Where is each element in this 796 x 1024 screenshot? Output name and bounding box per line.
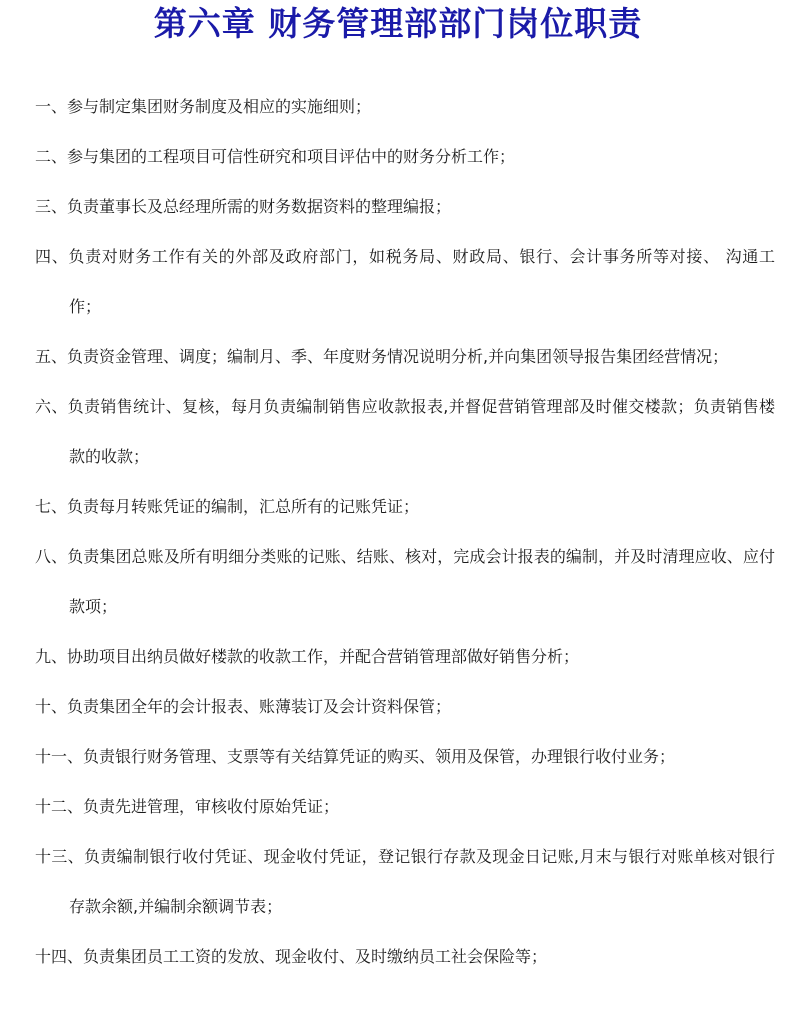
list-item [35,482,775,532]
item-number: 十二、 [35,797,84,816]
item-text: 负责集团总账及所有明细分类账的记账、结账、核对，完成会计报表的编制，并及时清理应收、应付款项； [67,547,775,616]
list-item [35,382,775,482]
item-number: 三、 [35,197,68,216]
item-number: 六、 [35,397,68,416]
list-item [35,82,775,132]
list-item [35,632,775,682]
item-number: 十三、 [35,847,84,866]
list-item [35,132,775,182]
item-text: 负责先进管理，审核收付原始凭证； [83,797,340,816]
list-item [35,332,775,382]
item-text: 负责集团全年的会计报表、账薄装订及会计资料保管； [67,697,452,716]
item-number: 八、 [35,547,68,566]
item-text: 参与集团的工程项目可信性研究和项目评估中的财务分析工作； [67,147,516,166]
list-item [35,682,775,732]
item-text: 参与制定集团财务制度及相应的实施细则； [67,97,372,116]
item-text: 负责每月转账凭证的编制，汇总所有的记账凭证； [67,497,420,516]
item-text: 负责集团员工工资的发放、现金收付、及时缴纳员工社会保险等； [83,947,548,966]
item-number: 五、 [35,347,68,366]
item-number: 一、 [35,97,68,116]
list-item [35,732,775,782]
item-text: 协助项目出纳员做好楼款的收款工作，并配合营销管理部做好销售分析； [67,647,580,666]
list-item [35,832,775,932]
list-item [35,932,775,982]
duty-list [35,82,775,982]
item-text: 负责编制银行收付凭证、现金收付凭证，登记银行存款及现金日记账,月末与银行对账单核对银行存款余额,并编制余额调节表； [69,847,775,916]
list-item [35,782,775,832]
item-number: 十四、 [35,947,84,966]
item-text: 负责对财务工作有关的外部及政府部门，如税务局、财政局、银行、会计事务所等对接、 沟通工作； [68,247,775,316]
item-text: 负责销售统计、复核，每月负责编制销售应收款报表,并督促营销管理部及时催交楼款；负责销售楼款的收款； [67,397,775,466]
list-item [35,532,775,632]
item-text: 负责董事长及总经理所需的财务数据资料的整理编报； [67,197,452,216]
item-text: 负责资金管理、调度；编制月、季、年度财务情况说明分析,并向集团领导报告集团经营情况； [67,347,729,366]
item-number: 十、 [35,697,68,716]
item-number: 二、 [35,147,68,166]
list-item [35,232,775,332]
list-item [35,182,775,232]
item-number: 十一、 [35,747,84,766]
page-title: 第六章 财务管理部部门岗位职责 [153,4,643,43]
item-number: 四、 [35,247,69,266]
item-text: 负责银行财务管理、支票等有关结算凭证的购买、领用及保管，办理银行收付业务； [83,747,676,766]
item-number: 七、 [35,497,68,516]
item-number: 九、 [35,647,68,666]
